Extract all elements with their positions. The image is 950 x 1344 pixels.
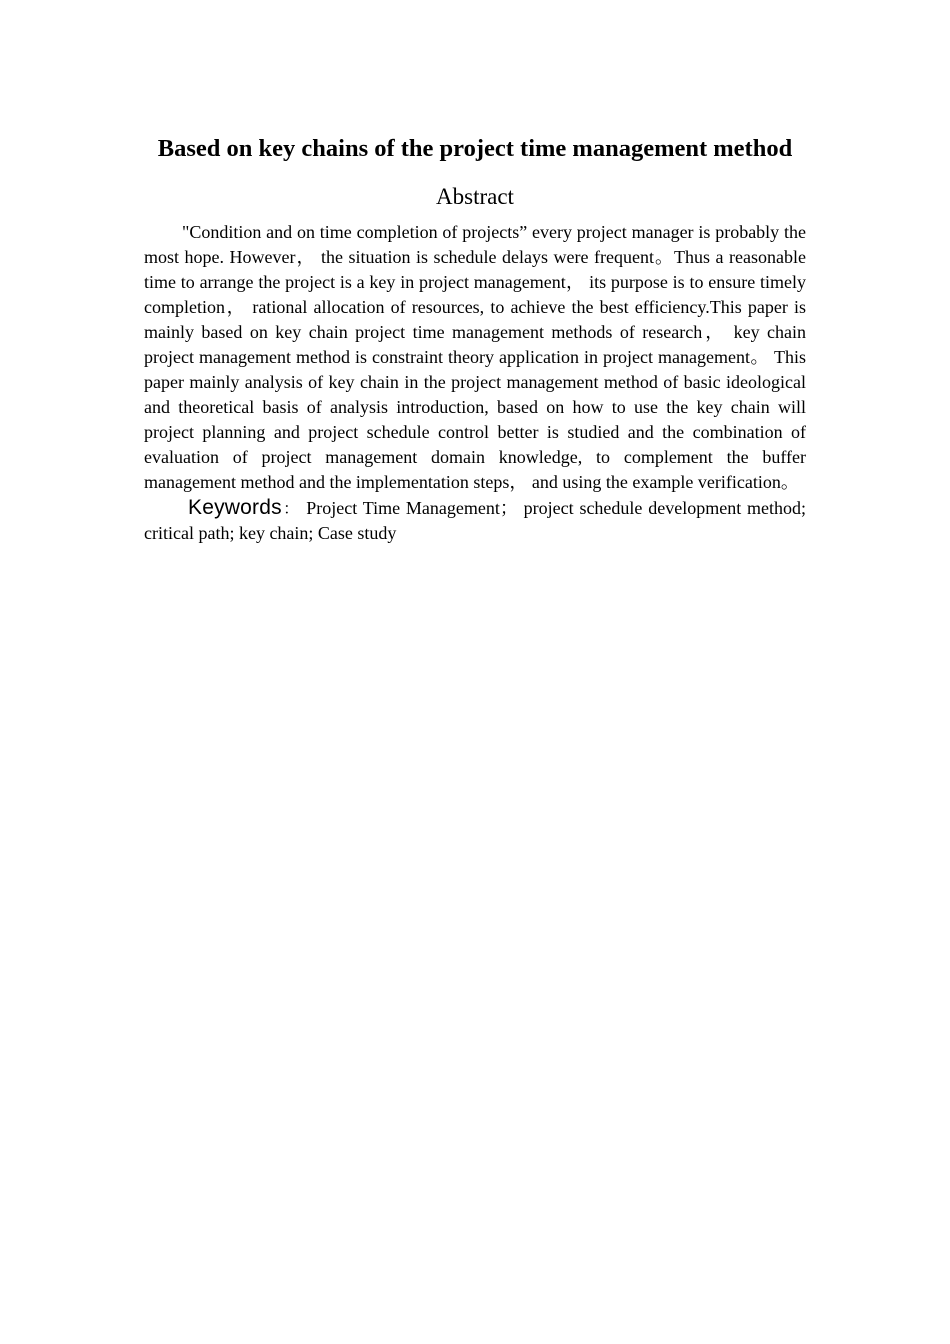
keywords-label: Keywords bbox=[188, 496, 282, 519]
paper-title: Based on key chains of the project time management method bbox=[157, 135, 793, 162]
document-page bbox=[144, 132, 806, 546]
abstract-paragraph: "Condition and on time completion of projects” every project manager is probably the most hope. However， the situation is schedule delays were frequent。Thus a reasonable time to arrange the project is a key in project management， its purpose is to ensure timely completion， rational allocation of resources, to achieve the best efficiency.This paper is mainly based on key chain project time management methods of research， key chain project management method is constraint theory application in project management。 This paper mainly analysis of key chain in the project management method of basic ideological and theoretical basis of analysis introduction, based on how to use the key chain will project planning and project schedule control better is studied and the combination of evaluation of project management domain knowledge, to complement the buffer management method and the implementation steps， and using the example verification。 bbox=[144, 222, 806, 492]
abstract-heading: Abstract bbox=[436, 184, 514, 209]
keywords-line bbox=[144, 495, 806, 546]
keywords-colon: ： bbox=[281, 499, 301, 518]
keywords-text: Project Time Management； project schedule development method; critical path; key chain; Case study bbox=[144, 498, 806, 543]
